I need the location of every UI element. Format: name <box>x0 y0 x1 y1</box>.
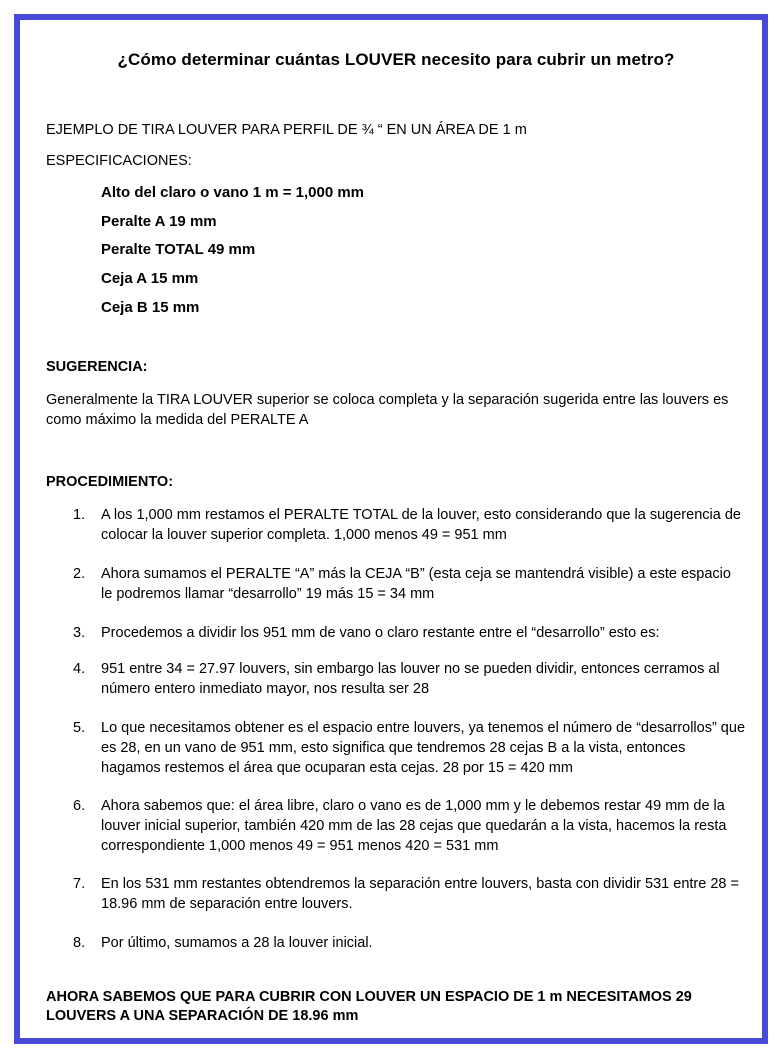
step-text: Procedemos a dividir los 951 mm de vano o claro restante entre el “desarrollo” esto es: <box>101 625 660 641</box>
step-number: 5. <box>73 720 86 736</box>
example-line: EJEMPLO DE TIRA LOUVER PARA PERFIL DE ¾ “ EN UN ÁREA DE 1 m <box>46 122 527 138</box>
page-frame <box>14 14 768 1044</box>
step-text: Ahora sumamos el PERALTE “A” más la CEJA “B” (esta ceja se mantendrá visible) a este espacio le podremos llamar “desarrollo” 19 más 15 = 34 mm <box>101 566 731 602</box>
step-number: 7. <box>73 876 86 892</box>
step-text: En los 531 mm restantes obtendremos la separación entre louvers, basta con dividir 531 entre 28 = 18.96 mm de separación entre louvers. <box>101 876 739 912</box>
step-number: 2. <box>73 566 86 582</box>
spec-item: Ceja B 15 mm <box>101 299 200 316</box>
spec-item: Alto del claro o vano 1 m = 1,000 mm <box>101 184 365 201</box>
spec-item: Peralte A 19 mm <box>101 213 217 230</box>
step-text: Por último, sumamos a 28 la louver inicial. <box>101 935 373 951</box>
specs-label: ESPECIFICACIONES: <box>46 153 192 169</box>
page-title: ¿Cómo determinar cuántas LOUVER necesito para cubrir un metro? <box>117 50 675 69</box>
spec-item: Peralte TOTAL 49 mm <box>101 241 256 258</box>
suggestion-text: Generalmente la TIRA LOUVER superior se coloca completa y la separación sugerida entre las louvers es como máximo la medida del PERALTE A <box>46 392 729 428</box>
procedure-heading: PROCEDIMIENTO: <box>46 474 174 490</box>
step-number: 6. <box>73 798 86 814</box>
suggestion-heading: SUGERENCIA: <box>46 359 148 375</box>
step-text: Ahora sabemos que: el área libre, claro o vano es de 1,000 mm y le debemos restar 49 mm de la louver inicial superior, también 420 mm de las 28 cejas que quedarán a la vista, hacemos la resta correspondiente 1,000 menos 49 = 951 menos 420 = 531 mm <box>101 798 727 854</box>
step-number: 3. <box>73 625 86 641</box>
step-text: 951 entre 34 = 27.97 louvers, sin embargo las louver no se pueden dividir, entonces cerramos al número entero inmediato mayor, nos resulta ser 28 <box>101 661 720 697</box>
spec-item: Ceja A 15 mm <box>101 270 199 287</box>
conclusion-text: AHORA SABEMOS QUE PARA CUBRIR CON LOUVER UN ESPACIO DE 1 m NECESITAMOS 29 LOUVERS A UNA SEPARACIÓN DE 18.96 mm <box>46 989 692 1024</box>
step-number: 4. <box>73 661 86 677</box>
step-number: 1. <box>73 507 86 523</box>
step-number: 8. <box>73 935 86 951</box>
step-text: A los 1,000 mm restamos el PERALTE TOTAL de la louver, esto considerando que la sugerencia de colocar la louver superior completa. 1,000 menos 49 = 951 mm <box>101 507 741 543</box>
step-text: Lo que necesitamos obtener es el espacio entre louvers, ya tenemos el número de “desarrollos” que es 28, en un vano de 951 mm, esto significa que tendremos 28 cejas B a la vista, entonces hagamos restemos el área que ocuparan esta cejas. 28 por 15 = 420 mm <box>101 720 746 776</box>
